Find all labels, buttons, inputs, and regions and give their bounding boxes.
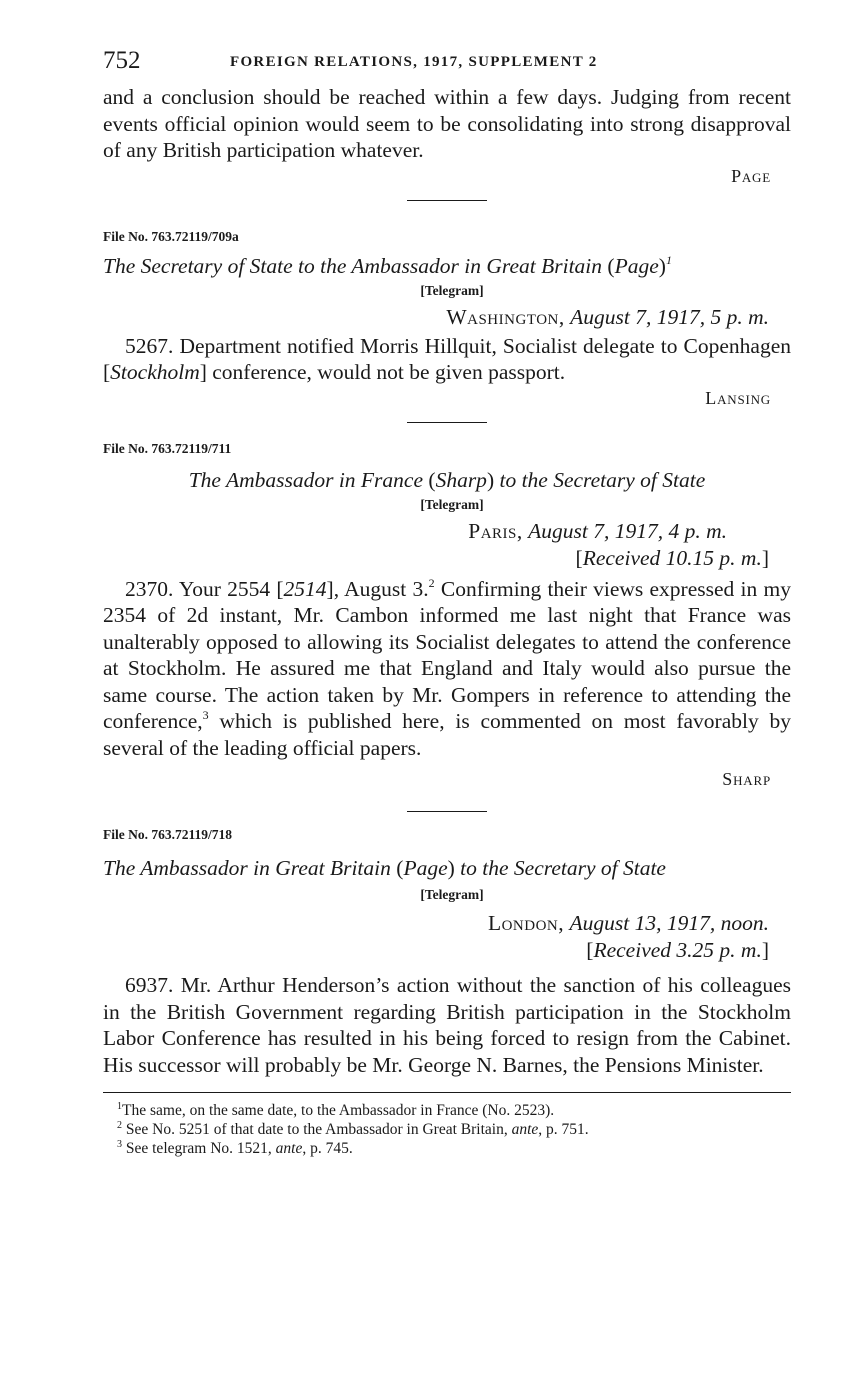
- document-page: [103, 46, 791, 1158]
- document-718: [103, 826, 791, 1078]
- document-title: The Ambassador in Great Britain (Page) to the Secretary of State: [103, 856, 666, 880]
- signature-sharp: Sharp: [722, 769, 771, 789]
- document-711: [103, 440, 791, 792]
- running-title: FOREIGN RELATIONS, 1917, SUPPLEMENT 2: [230, 54, 598, 70]
- signature-page: Page: [731, 165, 771, 186]
- dateline: Washington, August 7, 1917, 5 p. m.: [446, 304, 769, 329]
- footnote-ref: 1: [665, 252, 672, 267]
- file-number: File No. 763.72119/718: [103, 827, 232, 842]
- footnote-ref: 3: [202, 708, 209, 722]
- received-time: [Received 10.15 p. m.]: [575, 545, 769, 570]
- page-number: 752: [103, 47, 141, 74]
- section-divider: [407, 422, 487, 423]
- document-title: The Ambassador in France (Sharp) to the Secretary of State: [188, 467, 706, 492]
- footnote-2: $^2$ See No. 5251 of that date to the Ambassador in Great Britain, ante, p. 751.: [117, 1120, 589, 1138]
- footnote-3: $^3$ See telegram No. 1521, ante, p. 745.: [117, 1139, 353, 1157]
- file-number: File No. 763.72119/709a: [103, 228, 239, 244]
- dateline: London, August 13, 1917, noon.: [487, 911, 769, 935]
- signature-lansing: Lansing: [705, 387, 771, 408]
- received-time: [Received 3.25 p. m.]: [586, 938, 769, 962]
- continuation-paragraph: and a conclusion should be reached within a few days. Judging from recent events official opinion would seem to be consolidating into strong disapproval of any British participation whatever.: [103, 85, 791, 162]
- telegram-body: 6937. Mr. Arthur Henderson’s action without the sanction of his colleagues in the British Government regarding British participation in the Stockholm Labor Conference has resulted in his being forced to resign from the Cabinet. His successor will probably be Mr. George N. Barnes, the Pensions Minister.: [103, 973, 791, 1077]
- file-number: File No. 763.72119/711: [103, 440, 232, 456]
- document-type: [Telegram]: [420, 496, 484, 512]
- document-title: The Secretary of State to the Ambassador in Great Britain (Page)$^1$: [103, 252, 672, 278]
- document-type: [Telegram]: [420, 282, 484, 298]
- telegram-body: 2370. Your 2554 [2514], August 3.$^2$ Confirming their views expressed in my 2354 of 2d instant, Mr. Cambon informed me last night that France was unalterably opposed to allowing its Socialist delegates to attend the conference at Stockholm. He assured me that England and Italy would also pursue the same course. The action taken by Mr. Gompers in reference to attending the conference,$^3$ which is published here, is commented on most favorably by several of the leading official papers.: [103, 575, 791, 760]
- footnote-divider: [103, 1092, 791, 1093]
- footnote-ref: 2: [428, 575, 435, 590]
- document-709a: [103, 228, 791, 410]
- footnotes: [103, 1101, 791, 1158]
- document-type: [Telegram]: [420, 887, 484, 902]
- section-divider: [407, 811, 487, 812]
- running-head: [103, 46, 791, 84]
- dateline: Paris, August 7, 1917, 4 p. m.: [468, 518, 727, 543]
- section-divider: [407, 200, 487, 201]
- telegram-body: 5267. Department notified Morris Hillquit, Socialist delegate to Copenhagen [Stockholm] conference, would not be given passport.: [103, 333, 791, 384]
- footnote-1: $^1$The same, on the same date, to the Ambassador in France (No. 2523).: [117, 1101, 555, 1119]
